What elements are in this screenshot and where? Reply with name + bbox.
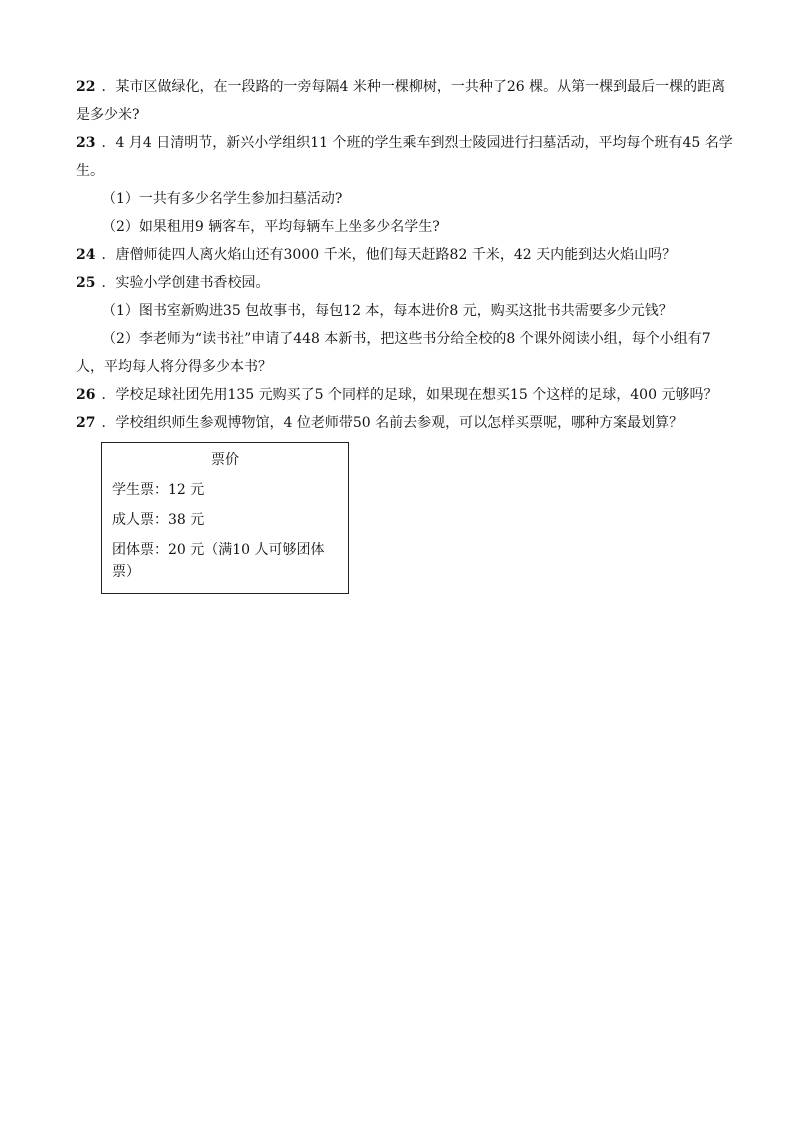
question-number: 24: [76, 247, 96, 263]
question-text: ．4 月4 日清明节，新兴小学组织11 个班的学生乘车到烈士陵园进行扫墓活动，平均每个班有45 名学: [101, 135, 733, 151]
question-25-line-1: [76, 274, 746, 292]
question-23-line-1: [76, 134, 746, 152]
ticket-price-box: [101, 442, 349, 594]
question-24-line-1: [76, 246, 746, 264]
question-number: 23: [76, 135, 96, 151]
group-ticket-price-cont: 票）: [112, 564, 140, 580]
question-23-sub-2: （2）如果租用9 辆客车，平均每辆车上坐多少名学生?: [102, 219, 440, 235]
question-25-sub-2: （2）李老师为“读书社”申请了448 本新书，把这些书分给全校的8 个课外阅读小组，每个小组有7: [102, 331, 711, 347]
question-number: 27: [76, 415, 96, 431]
question-text: ．学校足球社团先用135 元购买了5 个同样的足球，如果现在想买15 个这样的足球，400 元够吗？: [101, 387, 718, 403]
question-text: ．实验小学创建书香校园。: [101, 275, 270, 291]
adult-ticket-price: 成人票：38 元: [112, 512, 205, 528]
question-22-line-1: [76, 78, 746, 96]
question-number: 22: [76, 79, 96, 95]
question-26-line-1: [76, 386, 746, 404]
question-23-sub-1: （1）一共有多少名学生参加扫墓活动?: [102, 191, 343, 207]
question-text: ．学校组织师生参观博物馆，4 位老师带50 名前去参观，可以怎样买票呢，哪种方案最划算？: [101, 415, 684, 431]
question-25-sub-1: （1）图书室新购进35 包故事书，每包12 本，每本进价8 元，购买这批书共需要多少元钱？: [102, 303, 673, 319]
document-page: [76, 78, 746, 594]
question-27-line-1: [76, 414, 746, 432]
question-text: ．某市区做绿化，在一段路的一旁每隔4 米种一棵柳树，一共种了26 棵。从第一棵到最后一棵的距离: [101, 79, 726, 95]
question-23-line-2: 生。: [76, 163, 104, 179]
student-ticket-price: 学生票：12 元: [112, 482, 205, 498]
ticket-title: 票价: [211, 452, 239, 468]
question-number: 25: [76, 275, 96, 291]
question-25-sub-2-cont: 人，平均每人将分得多少本书？: [76, 359, 272, 375]
question-text: ．唐僧师徒四人离火焰山还有3000 千米，他们每天赶路82 千米，42 天内能到达火焰山吗？: [101, 247, 677, 263]
question-22-line-2: 是多少米?: [76, 107, 140, 123]
group-ticket-price: 团体票：20 元（满10 人可够团体: [112, 542, 325, 558]
question-number: 26: [76, 387, 96, 403]
